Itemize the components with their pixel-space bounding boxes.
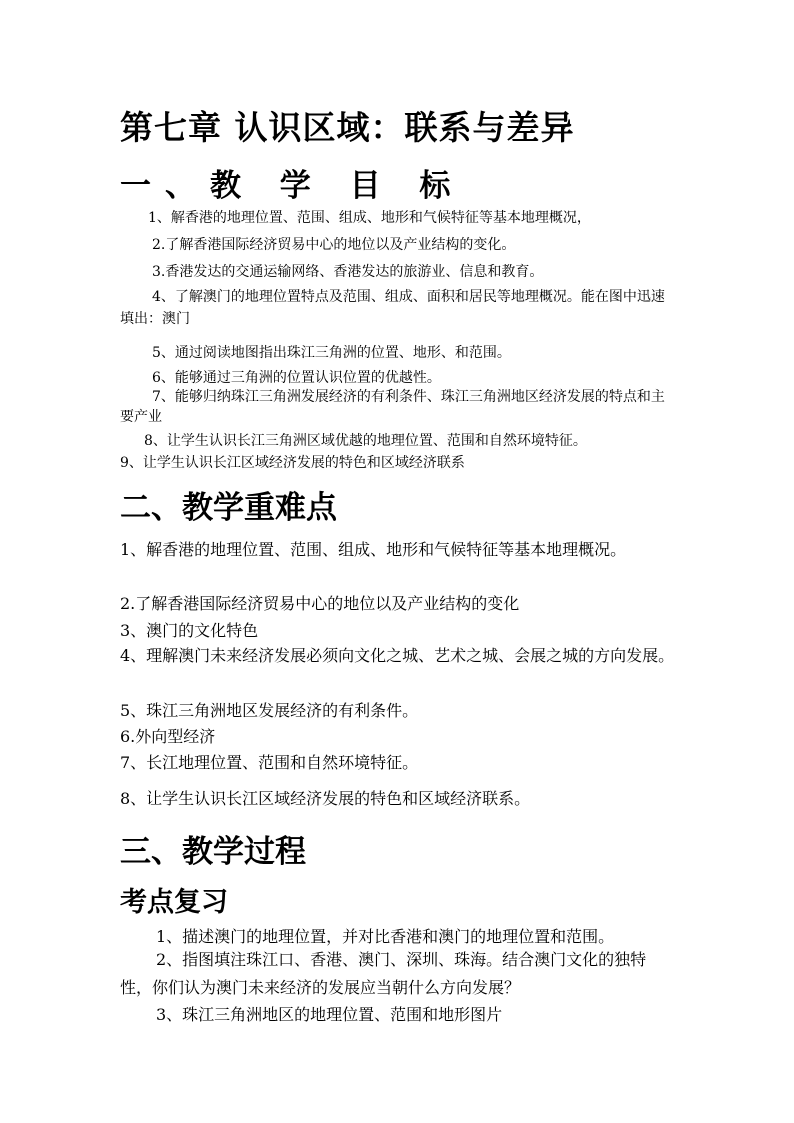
keypoint-item-5: 5、珠江三角洲地区发展经济的有利条件。 — [120, 701, 419, 720]
subheading-review: 考点复习 — [120, 887, 228, 918]
goal-item-9: 9、让学生认识长江区域经济发展的特色和区域经济联系 — [120, 455, 465, 471]
keypoint-item-8: 8、让学生认识长江区域经济发展的特色和区域经济联系。 — [120, 789, 531, 808]
goal-item-3: 3.香港发达的交通运输网络、香港发达的旅游业、信息和教育。 — [152, 264, 544, 280]
review-item-2: 2、指图填注珠江口、香港、澳门、深圳、珠海。结合澳门文化的独特性，你们认为澳门未来经济的发展应当朝什么方向发展？ — [120, 950, 647, 997]
keypoint-item-6: 6.外向型经济 — [120, 727, 216, 746]
review-item-3: 3、珠江三角洲地区的地理位置、范围和地形图片 — [156, 1005, 503, 1024]
goal-item-1: 1、解香港的地理位置、范围、组成、地形和气候特征等基本地理概况， — [148, 210, 591, 226]
goal-item-5: 5、通过阅读地图指出珠江三角洲的位置、地形、和范围。 — [152, 345, 511, 361]
goal-item-7: 7、能够归纳珠江三角洲发展经济的有利条件、珠江三角洲地区经济发展的特点和主要产业 — [120, 389, 665, 425]
chapter-title: 第七章 认识区域：联系与差异 — [120, 108, 575, 147]
keypoint-item-4: 4、理解澳门未来经济发展必须向文化之城、艺术之城、会展之城的方向发展。 — [120, 646, 675, 665]
keypoint-item-7: 7、长江地理位置、范围和自然环境特征。 — [120, 753, 419, 772]
keypoint-item-1: 1、解香港的地理位置、范围、组成、地形和气候特征等基本地理概况。 — [120, 540, 627, 559]
section-heading-key-difficulties: 二、教学重难点 — [120, 490, 337, 526]
goal-item-8: 8、让学生认识长江三角洲区域优越的地理位置、范围和自然环境特征。 — [144, 433, 587, 449]
goal-item-6: 6、能够通过三角洲的位置认识位置的优越性。 — [152, 370, 441, 386]
review-item-1: 1、描述澳门的地理位置，并对比香港和澳门的地理位置和范围。 — [156, 927, 615, 946]
section-heading-teaching-process: 三、教学过程 — [120, 834, 306, 870]
goal-item-2: 2.了解香港国际经济贸易中心的地位以及产业结构的变化。 — [152, 237, 516, 253]
keypoint-item-2: 2.了解香港国际经济贸易中心的地位以及产业结构的变化 — [120, 594, 520, 613]
keypoint-item-3: 3、澳门的文化特色 — [120, 621, 259, 640]
goal-item-4: 4、了解澳门的地理位置特点及范围、组成、面积和居民等地理概况。能在图中迅速填出：澳门 — [120, 289, 665, 327]
section-heading-teaching-goals: 一、教 学 目 标 — [120, 168, 465, 204]
